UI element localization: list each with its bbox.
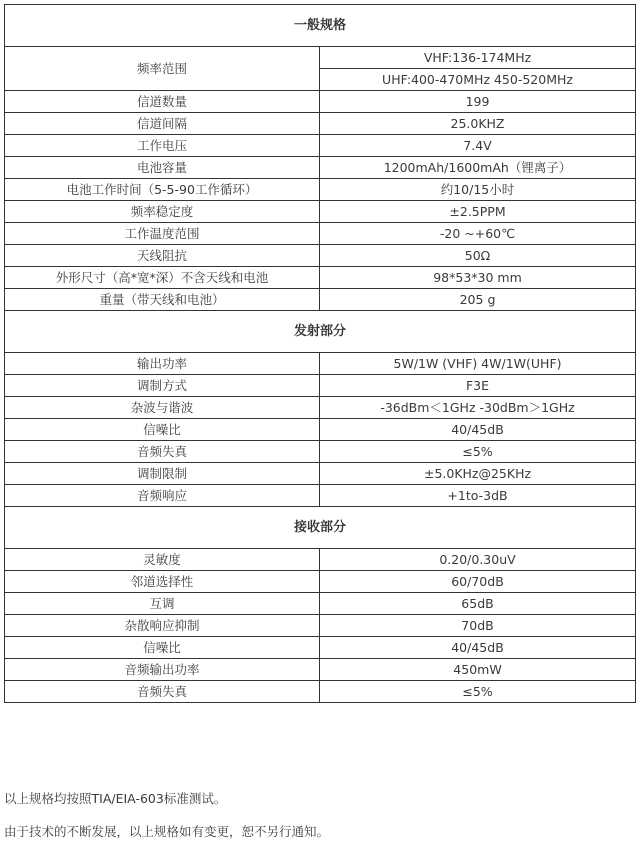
table-row	[5, 353, 636, 375]
table-row	[5, 681, 636, 703]
spec-label: 重量（带天线和电池）	[5, 289, 320, 311]
spec-table-body	[5, 5, 636, 703]
section-header-row	[5, 5, 636, 47]
spec-label: 信噪比	[5, 637, 320, 659]
spec-label: 频率范围	[5, 47, 320, 91]
table-row	[5, 91, 636, 113]
spec-label: 信道间隔	[5, 113, 320, 135]
spec-value: 0.20/0.30uV	[320, 549, 636, 571]
spec-value: F3E	[320, 375, 636, 397]
spec-label: 邻道选择性	[5, 571, 320, 593]
spec-label: 音频失真	[5, 681, 320, 703]
table-row	[5, 549, 636, 571]
spec-label: 天线阻抗	[5, 245, 320, 267]
spec-label: 互调	[5, 593, 320, 615]
spec-value: -20 ~+60℃	[320, 223, 636, 245]
spec-value: +1to-3dB	[320, 485, 636, 507]
spec-label: 调制限制	[5, 463, 320, 485]
table-row	[5, 289, 636, 311]
section-header-row	[5, 311, 636, 353]
table-row	[5, 463, 636, 485]
footer-note-disclaimer: 由于技术的不断发展，以上规格如有变更，恕不另行通知。	[4, 824, 330, 839]
table-row	[5, 135, 636, 157]
table-row	[5, 267, 636, 289]
spec-label: 杂波与谐波	[5, 397, 320, 419]
spec-label: 音频响应	[5, 485, 320, 507]
section-title: 一般规格	[5, 5, 636, 47]
spec-value: 60/70dB	[320, 571, 636, 593]
spec-table	[4, 4, 636, 703]
section-header-row	[5, 507, 636, 549]
table-row	[5, 659, 636, 681]
table-row	[5, 441, 636, 463]
spec-value: 7.4V	[320, 135, 636, 157]
table-row	[5, 593, 636, 615]
spec-value: ±5.0KHz@25KHz	[320, 463, 636, 485]
spec-label: 工作温度范围	[5, 223, 320, 245]
spec-value: 70dB	[320, 615, 636, 637]
table-row	[5, 637, 636, 659]
spec-label: 电池容量	[5, 157, 320, 179]
spec-value: 5W/1W (VHF) 4W/1W(UHF)	[320, 353, 636, 375]
spec-label: 信道数量	[5, 91, 320, 113]
spec-value: 约10/15小时	[320, 179, 636, 201]
spec-value: ≤5%	[320, 441, 636, 463]
spec-value: UHF:400-470MHz 450-520MHz	[320, 69, 636, 91]
spec-value: 1200mAh/1600mAh（锂离子）	[320, 157, 636, 179]
spec-label: 频率稳定度	[5, 201, 320, 223]
spec-label: 输出功率	[5, 353, 320, 375]
spec-value: 50Ω	[320, 245, 636, 267]
spec-value: 450mW	[320, 659, 636, 681]
spec-value: 40/45dB	[320, 637, 636, 659]
spec-value: 25.0KHZ	[320, 113, 636, 135]
spec-label: 杂散响应抑制	[5, 615, 320, 637]
spec-label: 外形尺寸（高*宽*深）不含天线和电池	[5, 267, 320, 289]
spec-label: 音频输出功率	[5, 659, 320, 681]
spec-value: 205 g	[320, 289, 636, 311]
spec-value: -36dBm＜1GHz -30dBm＞1GHz	[320, 397, 636, 419]
section-title: 接收部分	[5, 507, 636, 549]
table-row	[5, 571, 636, 593]
spec-value: 40/45dB	[320, 419, 636, 441]
table-row	[5, 201, 636, 223]
table-row	[5, 223, 636, 245]
spec-value: ±2.5PPM	[320, 201, 636, 223]
spec-value: ≤5%	[320, 681, 636, 703]
table-row	[5, 397, 636, 419]
table-row	[5, 485, 636, 507]
table-row	[5, 419, 636, 441]
spec-label: 灵敏度	[5, 549, 320, 571]
spec-value: 199	[320, 91, 636, 113]
table-row	[5, 113, 636, 135]
table-row	[5, 47, 636, 69]
spec-label: 调制方式	[5, 375, 320, 397]
table-row	[5, 615, 636, 637]
spec-value: 65dB	[320, 593, 636, 615]
spec-label: 工作电压	[5, 135, 320, 157]
spec-label: 电池工作时间（5-5-90工作循环）	[5, 179, 320, 201]
table-row	[5, 245, 636, 267]
section-title: 发射部分	[5, 311, 636, 353]
spec-label: 音频失真	[5, 441, 320, 463]
table-row	[5, 179, 636, 201]
table-row	[5, 157, 636, 179]
spec-value: 98*53*30 mm	[320, 267, 636, 289]
table-row	[5, 375, 636, 397]
spec-label: 信噪比	[5, 419, 320, 441]
footer-note-standard: 以上规格均按照TIA/EIA-603标准测试。	[4, 791, 227, 806]
spec-value: VHF:136-174MHz	[320, 47, 636, 69]
